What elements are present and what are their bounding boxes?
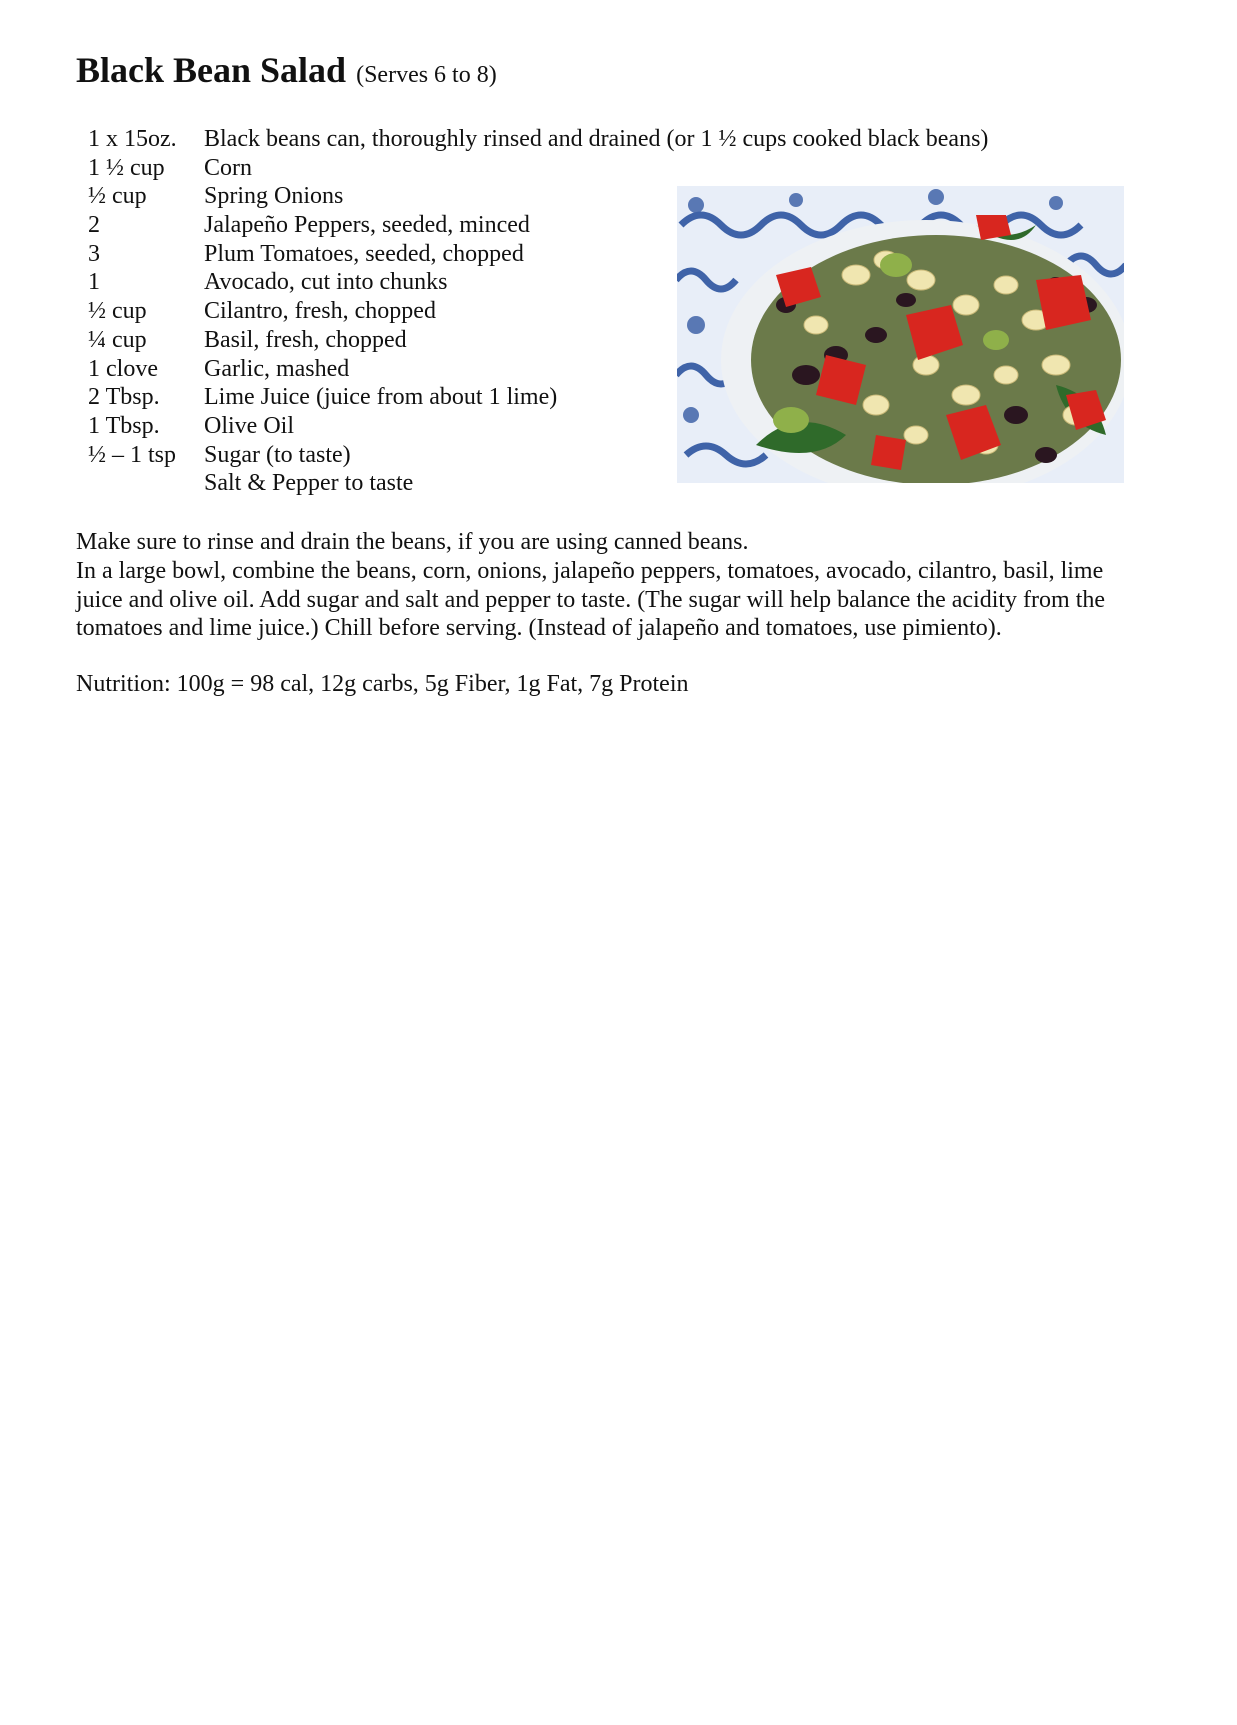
ingredient-name: Spring Onions <box>204 183 344 210</box>
salad-photo-drawing <box>676 185 1125 484</box>
ingredient-quantity: ½ – 1 tsp <box>88 441 177 468</box>
ingredient-quantity: 2 <box>88 212 100 239</box>
ingredient-quantity: 1 x 15oz. <box>88 126 177 152</box>
nutrition-info: Nutrition: 100g = 98 cal, 12g carbs, 5g Fiber, 1g Fat, 7g Protein <box>76 671 689 697</box>
method-text <box>76 528 1150 643</box>
ingredient-quantity: 3 <box>88 240 100 267</box>
recipe-heading <box>76 52 497 88</box>
method-paragraph: In a large bowl, combine the beans, corn, onions, jalapeño peppers, tomatoes, avocado, cilantro, basil, lime juice and olive oil. Add sugar and salt and pepper to taste. (The sugar will help balance the acidity from the tomatoes and lime juice.) Chill before serving. (Instead of jalapeño and tomatoes, use pimiento). <box>76 557 1106 642</box>
ingredient-name: Jalapeño Peppers, seeded, minced <box>204 212 530 239</box>
ingredient-name: Plum Tomatoes, seeded, chopped <box>204 240 524 267</box>
ingredient-quantity: ½ cup <box>88 183 147 210</box>
ingredient-quantity: ¼ cup <box>88 326 147 353</box>
ingredient-name: Olive Oil <box>204 412 294 439</box>
ingredient-quantity: 1 clove <box>88 355 158 382</box>
ingredient-name: Garlic, mashed <box>204 355 350 382</box>
ingredient-name: Cilantro, fresh, chopped <box>204 298 436 325</box>
ingredient-name: Salt & Pepper to taste <box>204 470 414 497</box>
salad-photo <box>676 185 1125 484</box>
ingredient-quantity: 1 Tbsp. <box>88 412 160 439</box>
servings-note: (Serves 6 to 8) <box>356 62 497 88</box>
ingredient-quantity: 2 Tbsp. <box>88 384 160 411</box>
ingredient-name: Basil, fresh, chopped <box>204 326 407 353</box>
ingredient-row <box>88 125 1048 154</box>
method-paragraph: Make sure to rinse and drain the beans, if you are using canned beans. <box>76 529 749 555</box>
ingredient-name: Black beans can, thoroughly rinsed and drained (or 1 ½ cups cooked black beans) <box>204 126 989 152</box>
ingredient-quantity: 1 ½ cup <box>88 154 165 181</box>
ingredient-row <box>88 154 1048 183</box>
ingredient-name: Sugar (to taste) <box>204 441 351 468</box>
ingredient-name: Avocado, cut into chunks <box>204 269 448 296</box>
recipe-title: Black Bean Salad <box>76 50 347 90</box>
ingredient-name: Corn <box>204 154 252 181</box>
ingredient-name: Lime Juice (juice from about 1 lime) <box>204 384 558 411</box>
ingredient-quantity: ½ cup <box>88 298 147 325</box>
ingredient-quantity: 1 <box>88 269 100 296</box>
